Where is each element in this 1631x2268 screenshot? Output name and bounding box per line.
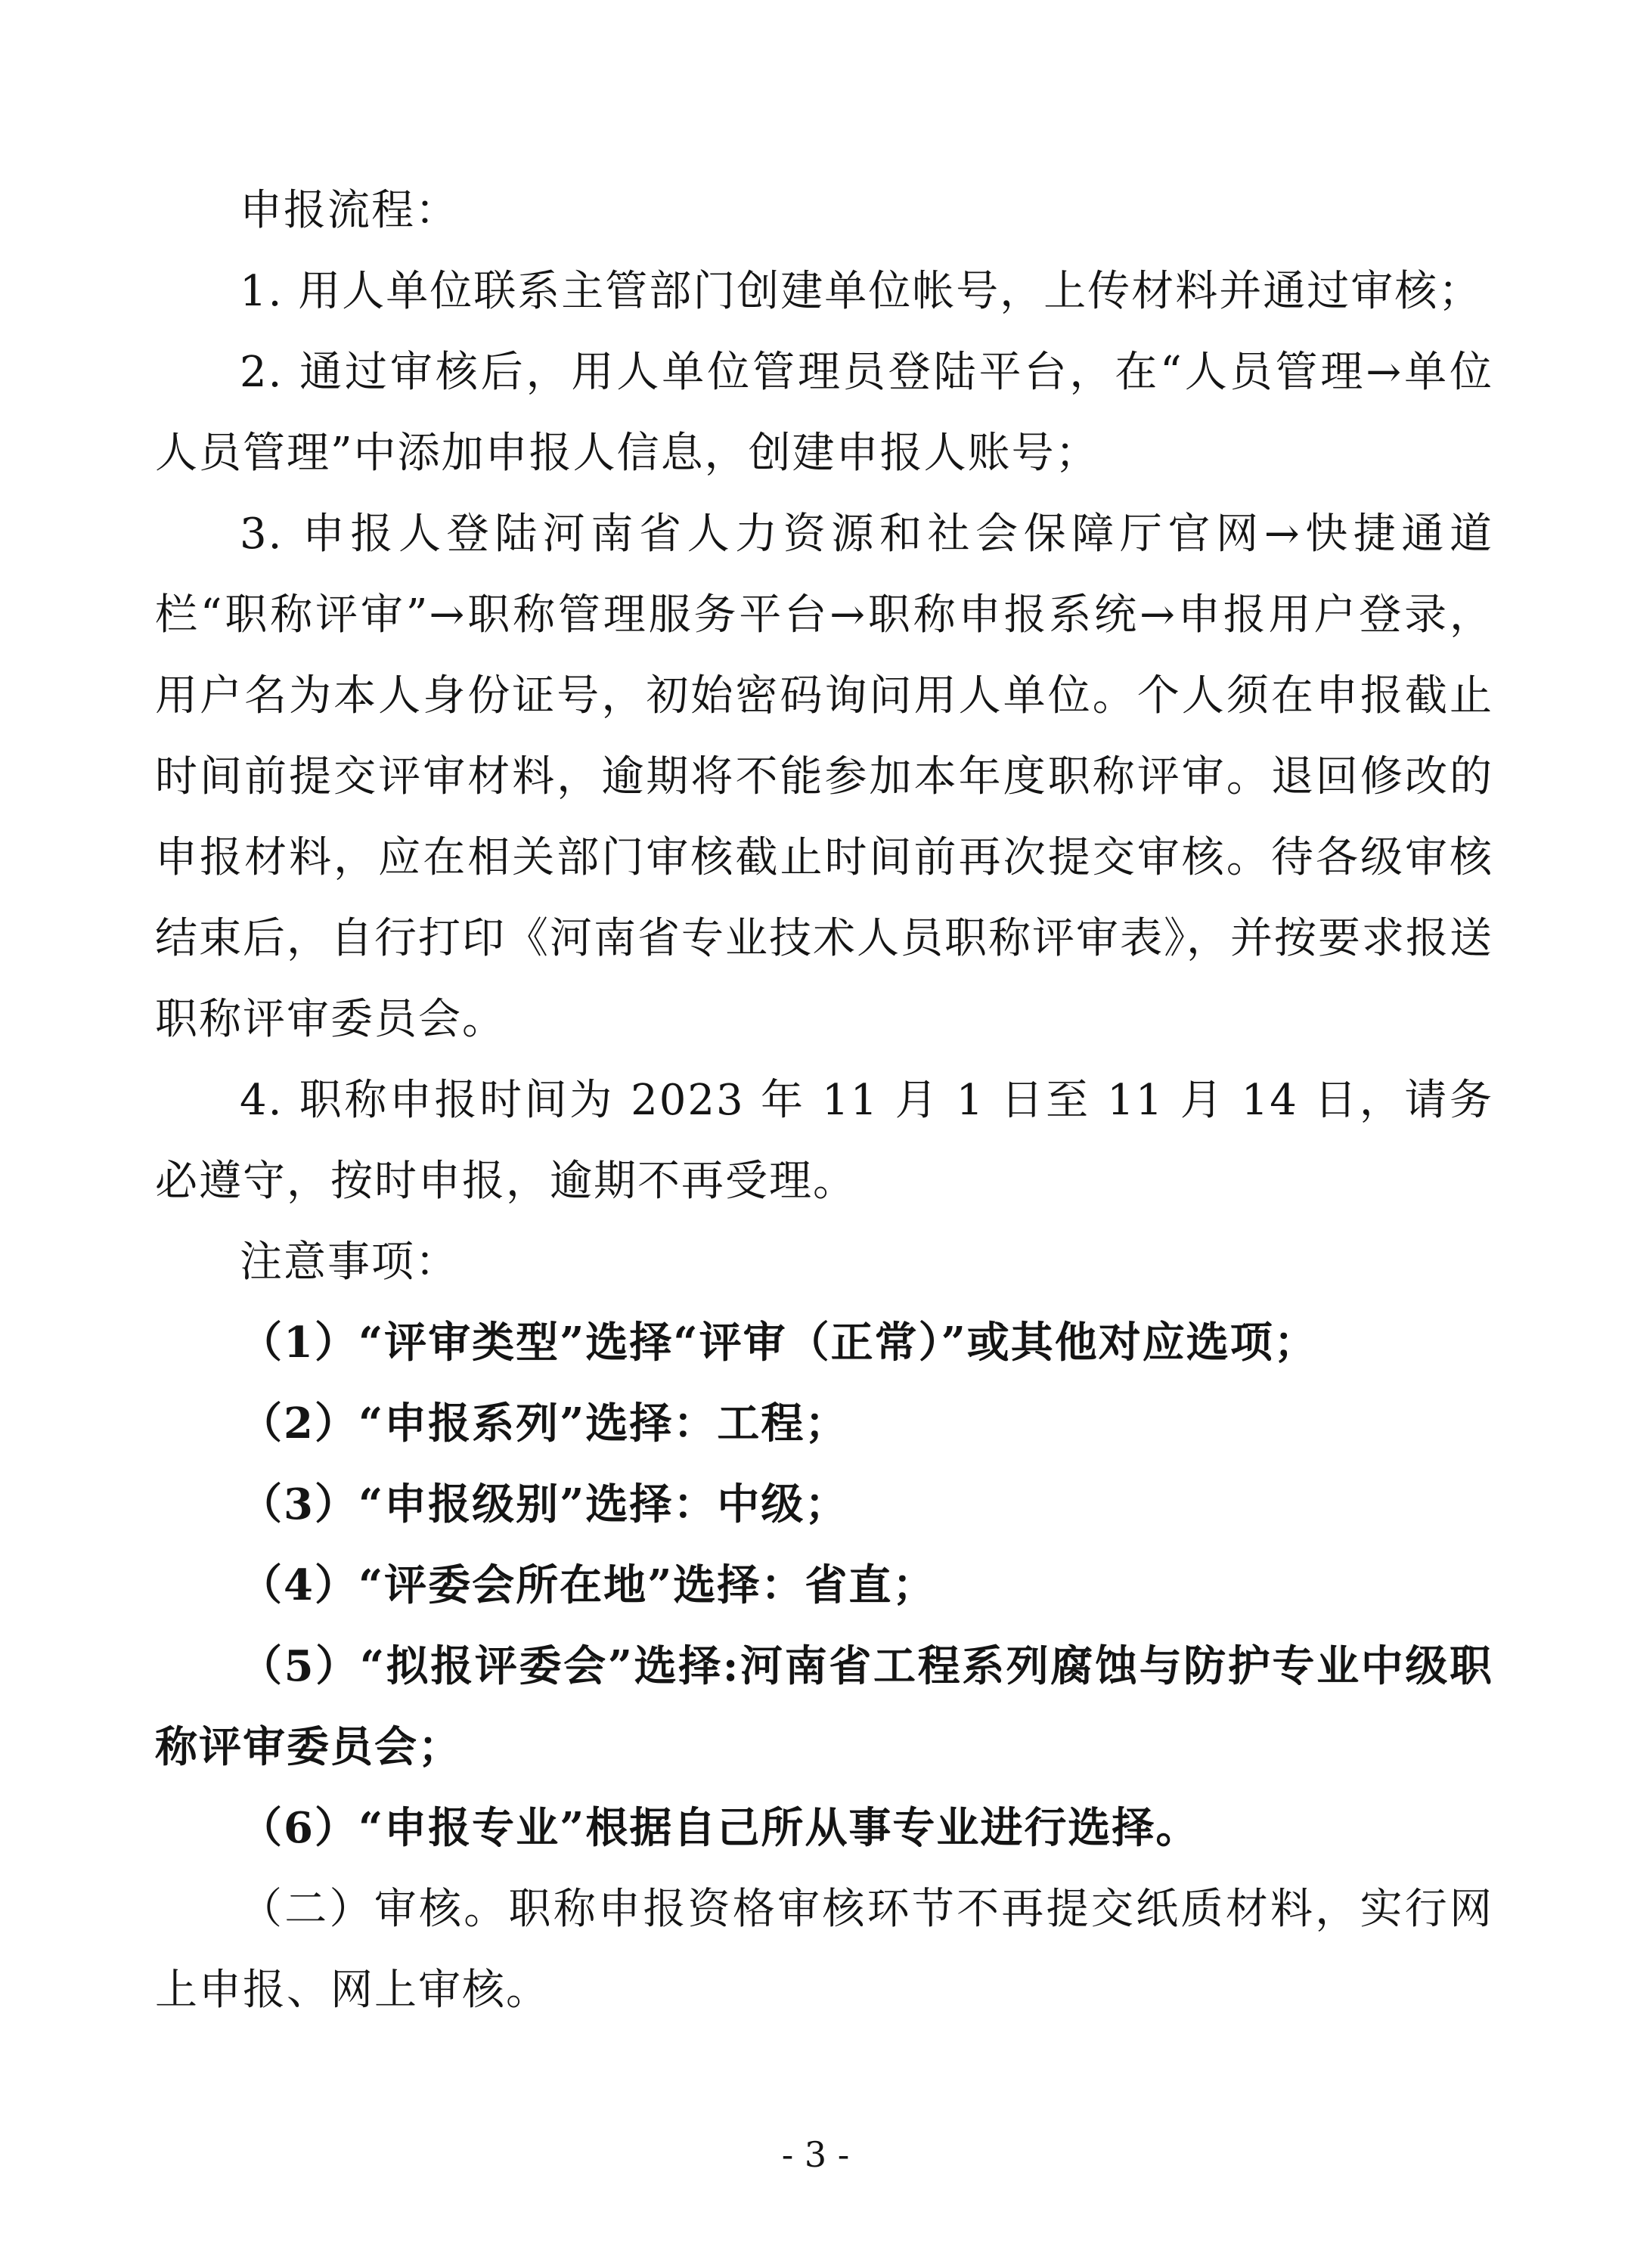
step-4-paragraph: 4. 职称申报时间为 2023 年 11 月 1 日至 11 月 14 日，请务必遵守，按时申报，逾期不再受理。	[155, 1076, 1494, 1206]
note-item-4: （4）“评委会所在地”选择：省直；	[240, 1560, 937, 1610]
step-1-paragraph: 1. 用人单位联系主管部门创建单位帐号，上传材料并通过审核；	[240, 267, 1483, 316]
note-item-1: （1）“评审类型”选择“评审（正常）”或其他对应选项；	[240, 1318, 1318, 1368]
heading-notes: 注意事项：	[240, 1238, 459, 1287]
section-review-paragraph: （二）审核。职称申报资格审核环节不再提交纸质材料，实行网上申报、网上审核。	[155, 1885, 1493, 2015]
note-item-2: （2）“申报系列”选择：工程；	[240, 1399, 849, 1448]
note-item-6: （6）“申报专业”根据自己所从事专业进行选择。	[240, 1803, 1200, 1853]
step-2-paragraph: 2. 通过审核后，用人单位管理员登陆平台，在“人员管理→单位人员管理”中添加申报人信息，创建申报人账号；	[155, 348, 1493, 478]
document-body	[155, 170, 1493, 2031]
heading-application-process: 申报流程：	[240, 186, 459, 235]
step-3-paragraph: 3. 申报人登陆河南省人力资源和社会保障厅官网→快捷通道栏“职称评审”→职称管理服务平台→职称申报系统→申报用户登录，用户名为本人身份证号，初始密码询问用人单位。个人须在申报截止时间前提交评审材料，逾期将不能参加本年度职称评审。退回修改的申报材料，应在相关部门审核截止时间前再次提交审核。待各级审核结束后，自行打印《河南省专业技术人员职称评审表》，并按要求报送职称评审委员会。	[155, 510, 1493, 1044]
note-item-3: （3）“申报级别”选择：中级；	[240, 1479, 849, 1529]
page-number: - 3 -	[781, 2134, 850, 2175]
note-item-5: （5）“拟报评委会”选择:河南省工程系列腐蚀与防护专业中级职称评审委员会；	[155, 1641, 1493, 1772]
